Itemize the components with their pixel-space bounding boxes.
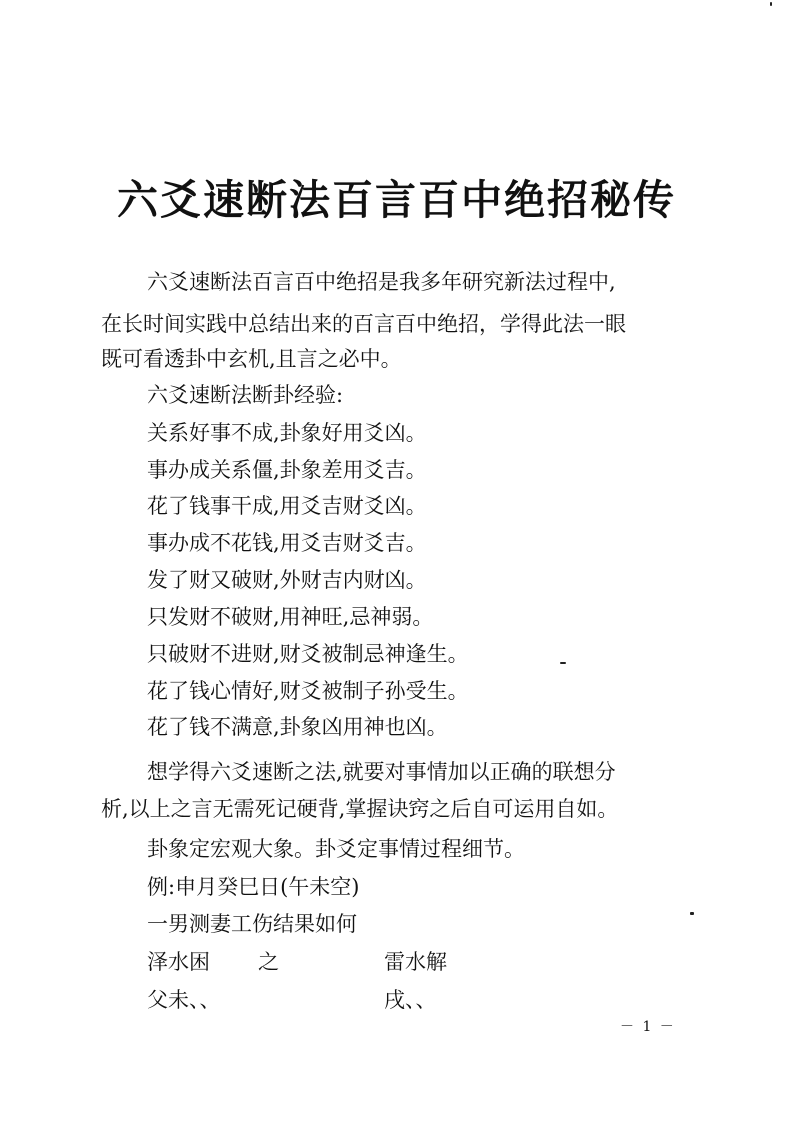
hexagram-line-left: 父未、、 xyxy=(147,988,221,1012)
example-question: 一男测妻工伤结果如何 xyxy=(147,912,357,936)
intro-line-1: 六爻速断法百言百中绝招是我多年研究新法过程中, xyxy=(147,270,616,294)
rule-line: 事办成关系僵,卦象差用爻吉。 xyxy=(147,458,427,482)
rule-line: 花了钱不满意,卦象凶用神也凶。 xyxy=(147,715,448,739)
rule-line: 关系好事不成,卦象好用爻凶。 xyxy=(147,421,427,445)
page-title: 六爻速断法百言百中绝招秘传 xyxy=(117,176,676,224)
example-label: 例:申月癸巳日(午未空) xyxy=(147,875,360,899)
rule-line: 花了钱事干成,用爻吉财爻凶。 xyxy=(147,494,427,518)
rule-line: 只破财不进财,财爻被制忌神逢生。 xyxy=(147,642,469,666)
closing-line-2: 析,以上之言无需死记硬背,掌握诀窍之后自可运用自如。 xyxy=(101,797,619,821)
hexagram-original: 泽水困 xyxy=(147,950,210,974)
rule-line: 事办成不花钱,用爻吉财爻吉。 xyxy=(147,531,427,555)
experience-heading: 六爻速断法断卦经验: xyxy=(147,383,344,407)
closing-line-1: 想学得六爻速断之法,就要对事情加以正确的联想分 xyxy=(147,760,616,784)
hexagram-connector: 之 xyxy=(258,950,279,974)
scan-speck xyxy=(690,912,694,915)
scan-speck xyxy=(560,662,566,664)
rule-line: 只发财不破财,用神旺,忌神弱。 xyxy=(147,605,434,629)
intro-line-3: 既可看透卦中玄机,且言之必中。 xyxy=(101,347,402,371)
summary-line: 卦象定宏观大象。卦爻定事情过程细节。 xyxy=(147,837,525,861)
hexagram-changed: 雷水解 xyxy=(384,950,447,974)
intro-line-2: 在长时间实践中总结出来的百言百中绝招，学得此法一眼 xyxy=(101,312,626,336)
rule-line: 花了钱心情好,财爻被制子孙受生。 xyxy=(147,679,469,703)
hexagram-line-right: 戌、、 xyxy=(384,988,437,1012)
scan-speck xyxy=(770,2,772,6)
rule-line: 发了财又破财,外财吉内财凶。 xyxy=(147,568,427,592)
page-number: － 1 － xyxy=(620,1019,676,1035)
